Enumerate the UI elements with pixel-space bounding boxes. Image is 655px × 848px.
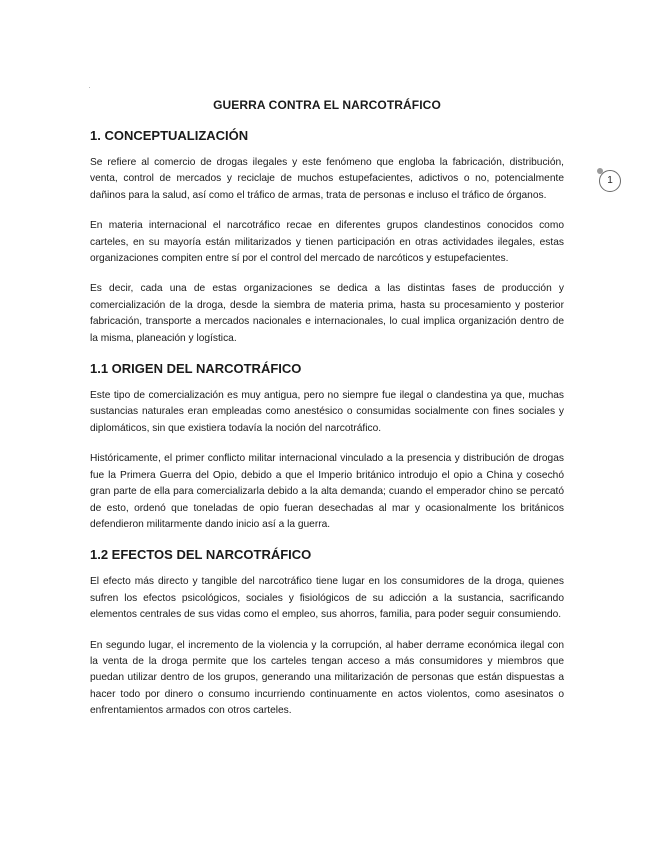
page-number-dot <box>597 168 603 174</box>
section-heading: 1.1 ORIGEN DEL NARCOTRÁFICO <box>90 361 302 377</box>
section-heading: 1.2 EFECTOS DEL NARCOTRÁFICO <box>90 547 312 563</box>
paragraph: Históricamente, el primer conflicto militar internacional vinculado a la presencia y distribución de drogas fue la Primera Guerra del Opio, debido a que el Imperio británico introdujo el opio a China y cosechó gran parte de ella para comercializarla debido a la alta demanda; cuando el emperador chino se percató de esto, ordenó que toneladas de opio fueran desechadas al mar y ocasionalmente los británicos defendieron militarmente dando inicio así a la guerra. <box>90 453 564 530</box>
paragraph: Es decir, cada una de estas organizaciones se dedica a las distintas fases de producción y comercialización de la droga, desde la siembra de materia prima, hasta su procesamiento y posterior fabricación, transporte a mercados nacionales e internacionales, lo cual implica organización dentro de la misma, planeación y logística. <box>90 283 564 344</box>
paragraph: Se refiere al comercio de drogas ilegales y este fenómeno que engloba la fabricación, distribución, venta, control de mercados y reciclaje de muchos estupefacientes, adictivos o no, potencialmente dañinos para la salud, así como el tráfico de armas, trata de personas e incluso el tráfico de órganos. <box>90 157 564 201</box>
section-efectos <box>90 547 564 719</box>
corner-mark <box>89 87 90 88</box>
paragraph: El efecto más directo y tangible del narcotráfico tiene lugar en los consumidores de la droga, quienes sufren los efectos psicológicos, sociales y fisiológicos de su adicción a la sustancia, sacrificando elementos centrales de sus vidas como el empleo, sus ahorros, familia, para poder seguir consumiendo. <box>90 576 564 621</box>
paragraph: En segundo lugar, el incremento de la violencia y la corrupción, al haber derrame económica ilegal con la venta de la droga permite que los carteles tengan acceso a más consumidores y miembros que puedan utilizar dentro de los grupos, generando una militarización de personas que están dispuestas a hacer todo por dinero o consumo incurriendo continuamente en actos violentos, como asesinatos o enfrentamientos armados con otros carteles. <box>90 639 564 717</box>
paragraph: En materia internacional el narcotráfico recae en diferentes grupos clandestinos conocidos como carteles, en su mayoría están militarizados y tienen participación en otras actividades ilegales, estas organizaciones compiten entre sí por el control del mercado de narcóticos y estupefacientes. <box>90 220 564 265</box>
section-conceptualizacion <box>90 128 564 347</box>
page-number-badge: 1 <box>599 170 621 192</box>
page-content <box>90 98 564 734</box>
document-title: GUERRA CONTRA EL NARCOTRÁFICO <box>213 98 441 112</box>
section-origen <box>90 361 564 533</box>
paragraph: Este tipo de comercialización es muy antigua, pero no siempre fue ilegal o clandestina ya que, muchas sustancias naturales eran empleadas como anestésico o consumidas socialmente con fines sociales y diplomáticos, sin que existiera todavía la noción del narcotráfico. <box>90 390 564 434</box>
section-heading: 1. CONCEPTUALIZACIÓN <box>90 128 249 143</box>
